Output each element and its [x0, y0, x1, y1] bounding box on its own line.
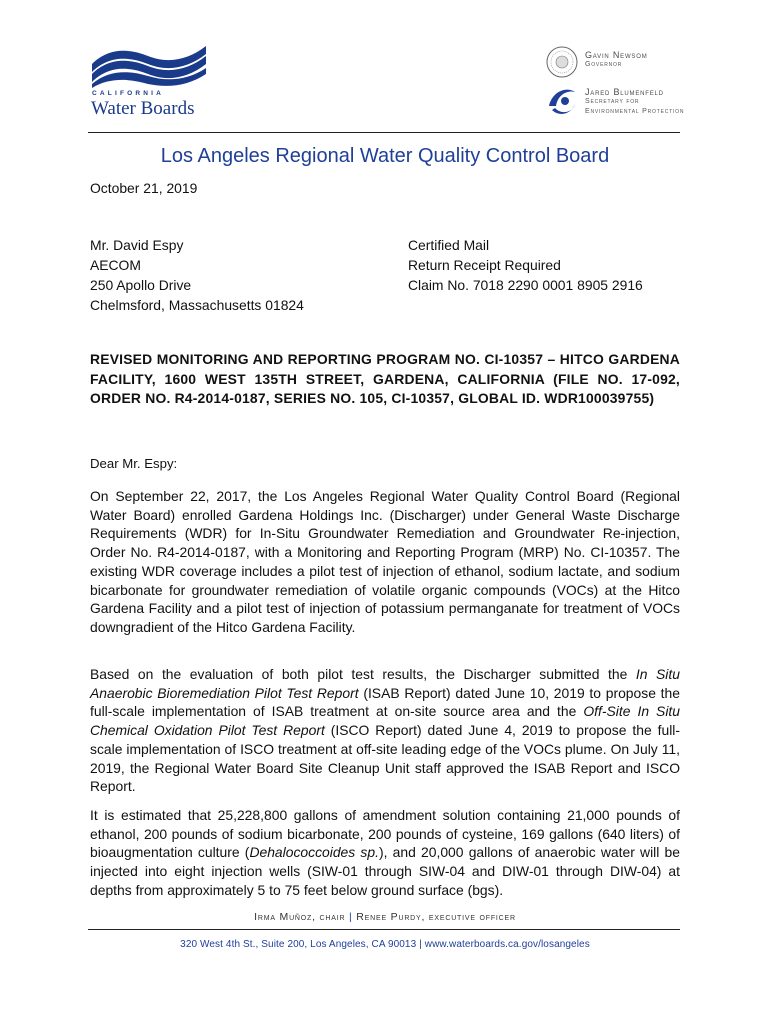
recipient-name: Mr. David Espy: [90, 237, 184, 253]
isco-report-title: Off-Site In Situ Chemical Oxidation Pilot Test Report: [90, 703, 680, 739]
water-waves-logo-icon: [88, 44, 213, 88]
subject-line: REVISED MONITORING AND REPORTING PROGRAM NO. CI-10357 – HITCO GARDENA FACILITY, 1600 WEST 135TH STREET, GARDENA, CALIFORNIA (FILE NO. 17-092, ORDER NO. R4-2014-0187, SERIES NO. 105, CI-10357, GLOBAL ID. WDR100039755): [90, 351, 680, 406]
footer-website[interactable]: www.waterboards.ca.gov/losangeles: [424, 939, 590, 950]
secretary-name: Jared Blumenfeld: [585, 87, 664, 97]
footer-chair: Irma Muñoz, chair: [254, 911, 346, 923]
secretary-title-line1: Secretary for: [585, 98, 640, 105]
logo-state-label: CALIFORNIA: [92, 90, 165, 97]
paragraph-2-text: (ISAB Report) dated June 10, 2019 to propose the full-scale implementation of ISAB treatment at on-site source area and the: [90, 684, 680, 720]
mailing-method: Certified Mail: [408, 237, 490, 253]
paragraph-2: [90, 665, 680, 796]
governor-title: Governor: [585, 61, 623, 68]
water-boards-logo: [88, 44, 213, 122]
isab-report-title: In Situ Anaerobic Bioremediation Pilot Test Report: [90, 666, 680, 701]
culture-species-name: Dehalococcoides sp.: [249, 844, 379, 861]
paragraph-3-text: ), and 20,000 gallons of anaerobic water will be injected into eight injection wells (SIW-01 through SIW-04 and DIW-01 through DIW-04) at depths from approximately 5 to 75 feet below ground surface (bgs).: [90, 844, 680, 898]
governor-block: [585, 50, 648, 70]
mailing-claim: Claim No. 7018 2290 0001 8905 2916: [408, 277, 643, 293]
paragraph-3: [90, 806, 680, 900]
footer-contact: [0, 939, 770, 950]
footer-officials: [0, 911, 770, 923]
footer-separator: |: [419, 939, 422, 950]
state-seal-icon: [546, 46, 578, 78]
paragraph-3-text: It is estimated that 25,228,800 gallons of amendment solution containing 21,000 pounds of ethanol, 200 pounds of sodium bicarbonate, 200 pounds of cysteine, 169 gallons (640 liters) of bioaugmentation culture (: [90, 807, 680, 861]
recipient-city: Chelmsford, Massachusetts 01824: [90, 297, 304, 313]
letter-date: October 21, 2019: [90, 180, 198, 196]
board-title: Los Angeles Regional Water Quality Control Board: [160, 145, 610, 167]
calepa-logo-icon: [546, 84, 578, 118]
recipient-address: [90, 235, 304, 315]
recipient-company: AECOM: [90, 257, 141, 273]
mailing-receipt: Return Receipt Required: [408, 257, 561, 273]
secretary-block: [585, 87, 684, 117]
paragraph-1: On September 22, 2017, the Los Angeles Regional Water Quality Control Board (Regional Water Board) enrolled Gardena Holdings Inc. (Discharger) under General Waste Discharge Requirements (WDR) for In-Situ Groundwater Remediation and Groundwater Re-injection, Order No. R4-2014-0187, with a Monitoring and Reporting Program (MRP) No. CI-10357. The existing WDR coverage includes a pilot test of injection of ethanol, sodium lactate, and sodium bicarbonate for groundwater remediation of volatile organic compounds (VOCs) at the Hitco Gardena Facility and a pilot test of injection of potassium permanganate for treatment of VOCs downgradient of the Hitco Gardena Facility.: [90, 488, 680, 635]
footer-address: 320 West 4th St., Suite 200, Los Angeles, CA 90013: [180, 939, 417, 950]
footer-officer: Renee Purdy, executive officer: [356, 911, 516, 923]
logo-agency-label: Water Boards: [91, 98, 195, 119]
paragraph-2-text: Based on the evaluation of both pilot test results, the Discharger submitted the: [90, 666, 636, 682]
governor-name: Gavin Newsom: [585, 50, 648, 60]
header-divider: [88, 132, 680, 133]
mailing-info: [408, 235, 643, 295]
salutation: Dear Mr. Espy:: [90, 456, 178, 471]
secretary-title-line2: Environmental Protection: [585, 108, 685, 115]
recipient-street: 250 Apollo Drive: [90, 277, 192, 293]
footer-divider: [88, 929, 680, 930]
paragraph-2-text: (ISCO Report) dated June 4, 2019 to propose the full-scale implementation of ISCO treatment at off-site leading edge of the VOCs plume. On July 11, 2019, the Regional Water Board Site Cleanup Unit staff approved the ISAB Report and ISCO Report.: [90, 722, 680, 795]
footer-separator: |: [349, 911, 353, 923]
